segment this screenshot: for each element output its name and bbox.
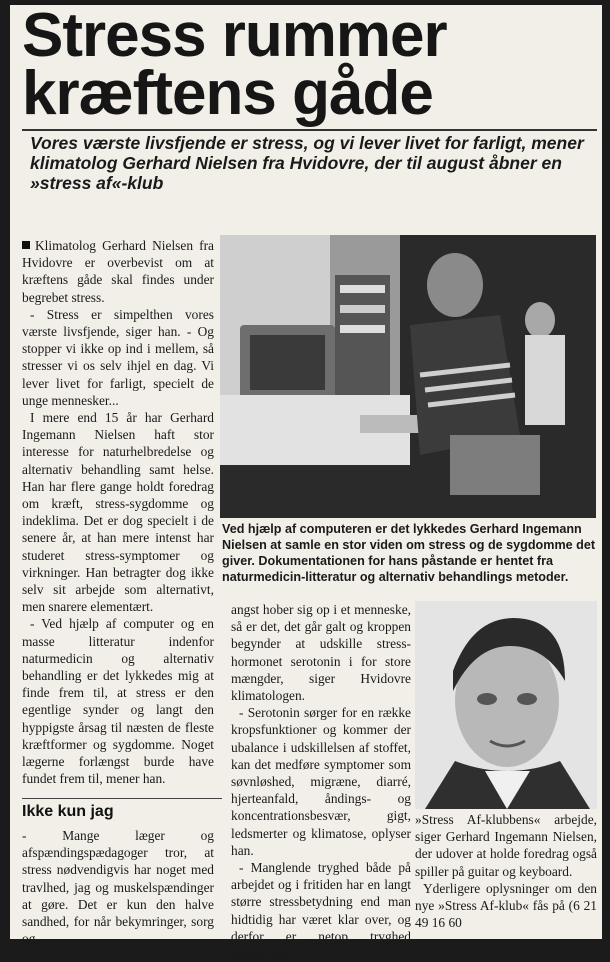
paragraph: angst hober sig op i et menneske, så er det, det går galt og kroppen begynder at udskille stress-hormonet serotonin i for store mængder, siger Hvidovre klimatologen. [231, 602, 411, 704]
bullet-icon [22, 241, 30, 249]
portrait-photo [415, 601, 597, 809]
deck: Vores værste livsfjende er stress, og vi lever livet for farligt, mener klimatolog Gerhard Nielsen fra Hvidovre, der til august åbner en »stress af«-klub [30, 133, 584, 193]
paragraph: Yderligere oplysninger om den nye »Stress Af-klub« fås på (6 21 49 16 60 [415, 880, 597, 931]
computer-photo [220, 235, 596, 518]
paragraph: Klimatolog Gerhard Nielsen fra Hvidovre er overbevist om at kræftens gåde skal findes under begrebet stress. [22, 238, 214, 305]
paragraph: - Stress er simpelthen vores værste livsfjende, siger han. - Og stopper vi ikke op ind i mellem, så stresser vi os selv ihjel en dag. Vi lever livet for farligt, specielt de unge mennesker... [22, 306, 214, 408]
newspaper-clipping [10, 1, 602, 962]
column-1-continued [22, 827, 214, 947]
paragraph: - Serotonin sørger for en række kropsfunktioner og kommer der ubalance i udskillelsen af stoffet, kan det medføre symptomer som søvnløshed, migræne, diarré, hjerteanfald, åndings- og koncentrationsbesvær, gigt, ledsmerter og klimatose, oplyser han. [231, 705, 411, 858]
paragraph: I mere end 15 år har Gerhard Ingemann Nielsen haft stor interesse for naturhelbredelse og alternativ behandling samt helse. Han har flere gange holdt foredrag om kræft, stress-sygdomme og indeklima. Det er dog specielt i de senere år, at han mere intenst har studeret stress-symptomer og virkninger. Han betragter dog ikke selv sit arbejde som alternativt, men snarere elementært. [22, 410, 214, 615]
column-1 [22, 237, 214, 788]
subhead: Ikke kun jag [22, 798, 222, 821]
photo-caption: Ved hjælp af computeren er det lykkedes Gerhard Ingemann Nielsen at samle en stor viden om stress og de sygdomme det giver. Dokumentationen for hans påstande er hentet fra naturmedicin-litteratur og alternativ behandlings metoder. [222, 522, 596, 584]
paragraph: - Manglende tryghed både på arbejdet og i fritiden har en langt større stressbetydning end man hidtidig har været klar over, og derfor er netop tryghed nøgleordet i [231, 860, 411, 962]
headline-rule [22, 129, 597, 131]
paragraph: »Stress Af-klubbens« arbejde, siger Gerhard Ingemann Nielsen, der udover at holde foredrag også spiller på guitar og keyboard. [415, 812, 597, 879]
column-2 [231, 601, 411, 962]
paragraph: - Mange læger og afspændingspædagoger tror, at stress nødvendigvis har noget med travlhed, jag og muskelspændinger at gøre. Det er kun den halve sandhed, for når bekymringer, sorg og [22, 828, 214, 947]
paragraph: - Ved hjælp af computer og en masse litteratur indenfor naturmedicin og alternativ behandling er det lykkedes mig at finde frem til, at stress er den egentlige synder og langt den hyppigste årsag til næsten de fleste kræftformer og sygdomme. Noget lægerne forlængst burde have fundet frem til, mener han. [22, 616, 214, 787]
headline: Stress rummer kræftens gåde [22, 1, 447, 128]
column-3 [415, 811, 597, 931]
